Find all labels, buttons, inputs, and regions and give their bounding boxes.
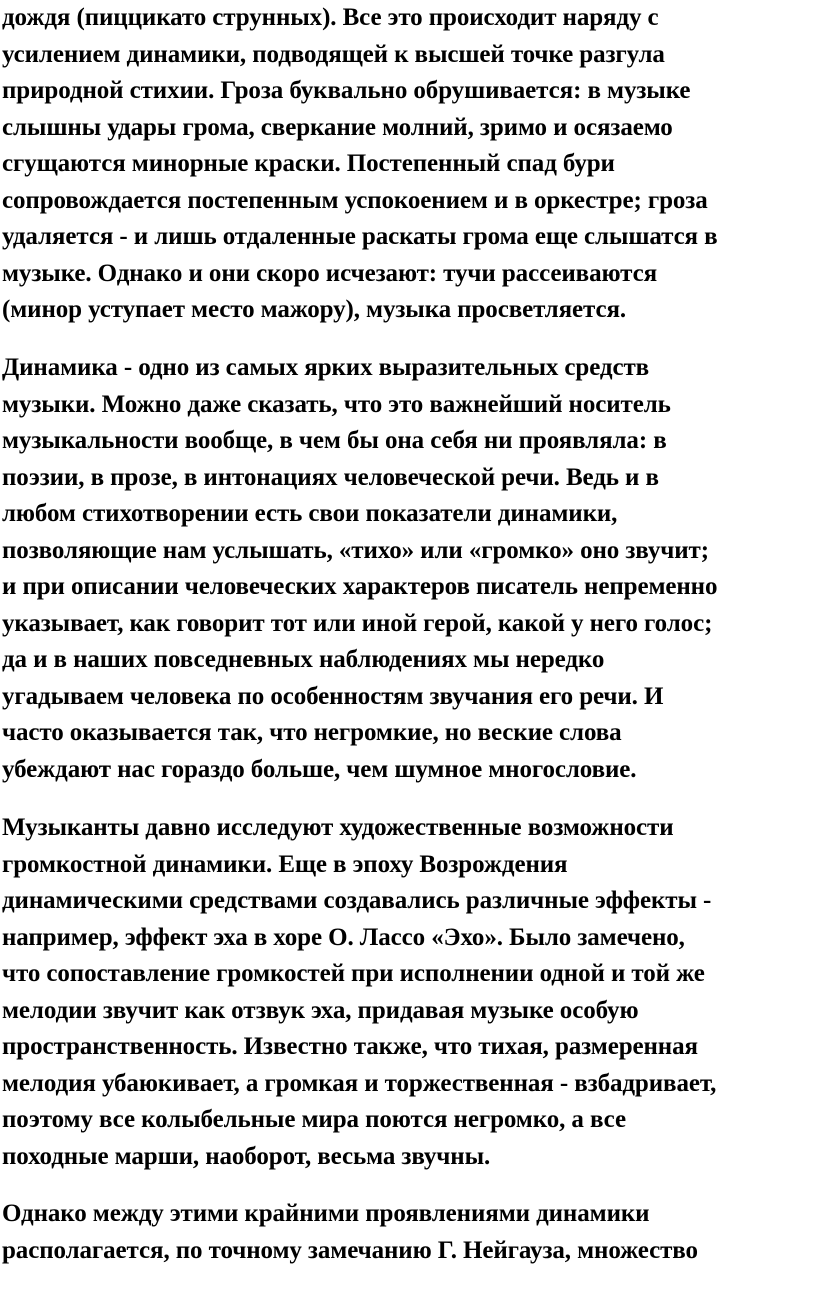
paragraph-musicians-research xyxy=(2,810,814,1175)
text-line: позволяющие нам услышать, «тихо» или «громко» оно звучит; xyxy=(2,536,709,564)
text-line: сгущаются минорные краски. Постепенный спад бури xyxy=(2,150,615,177)
text-line: дождя (пиццикато струнных). Все это происходит наряду с xyxy=(2,4,659,31)
text-line: громкостной динамики. Еще в эпоху Возрождения xyxy=(2,850,568,878)
text-line: Музыканты давно исследуют художественные возможности xyxy=(2,814,674,841)
text-line: убеждают нас гораздо больше, чем шумное многословие. xyxy=(2,755,637,783)
text-line: да и в наших повседневных наблюдениях мы нередко xyxy=(2,646,605,673)
text-line: слышны удары грома, сверкание молний, зримо и осязаемо xyxy=(2,113,673,141)
text-line: пространственность. Известно также, что тихая, размеренная xyxy=(2,1033,698,1060)
paragraph-dynamics-expressive xyxy=(2,350,814,788)
text-line: угадываем человека по особенностям звучания его речи. И xyxy=(2,682,664,710)
text-line: что сопоставление громкостей при исполнении одной и той же xyxy=(2,960,705,987)
text-line: усилением динамики, подводящей к высшей точке разгула xyxy=(2,40,665,68)
paragraph-between-extremes xyxy=(2,1196,814,1269)
text-line: музыки. Можно даже сказать, что это важнейший носитель xyxy=(2,390,671,418)
text-line: Однако между этими крайними проявлениями динамики xyxy=(2,1200,650,1227)
text-line: динамическими средствами создавались различные эффекты - xyxy=(2,887,712,914)
text-line: (минор уступает место мажору), музыка просветляется. xyxy=(2,296,627,323)
text-line: поэзии, в прозе, в интонациях человеческой речи. Ведь и в xyxy=(2,463,659,491)
text-line: музыке. Однако и они скоро исчезают: тучи рассеиваются xyxy=(2,259,658,287)
text-line: сопровождается постепенным успокоением и в оркестре; гроза xyxy=(2,186,708,214)
text-line: мелодии звучит как отзвук эха, придавая музыке особую xyxy=(2,996,639,1024)
text-line: например, эффект эха в хоре О. Лассо «Эхо». Было замечено, xyxy=(2,923,685,951)
text-line: часто оказывается так, что негромкие, но веские слова xyxy=(2,719,622,746)
paragraph-storm-description xyxy=(2,0,814,329)
text-line: поэтому все колыбельные мира поются негромко, а все xyxy=(2,1106,626,1133)
text-line: располагается, по точному замечанию Г. Нейгауза, множество xyxy=(2,1236,698,1264)
text-line: музыкальности вообще, в чем бы она себя ни проявляла: в xyxy=(2,427,667,454)
text-line: любом стихотворении есть свои показатели динамики, xyxy=(2,500,618,527)
text-line: природной стихии. Гроза буквально обрушивается: в музыке xyxy=(2,77,691,104)
text-line: походные марши, наоборот, весьма звучны. xyxy=(2,1142,491,1170)
text-line: и при описании человеческих характеров писатель непременно xyxy=(2,573,718,600)
text-line: указывает, как говорит тот или иной герой, какой у него голос; xyxy=(2,609,713,637)
text-line: мелодия убаюкивает, а громкая и торжественная - взбадривает, xyxy=(2,1069,717,1097)
text-line: удаляется - и лишь отдаленные раскаты грома еще слышатся в xyxy=(2,223,718,250)
text-line: Динамика - одно из самых ярких выразительных средств xyxy=(2,354,650,381)
